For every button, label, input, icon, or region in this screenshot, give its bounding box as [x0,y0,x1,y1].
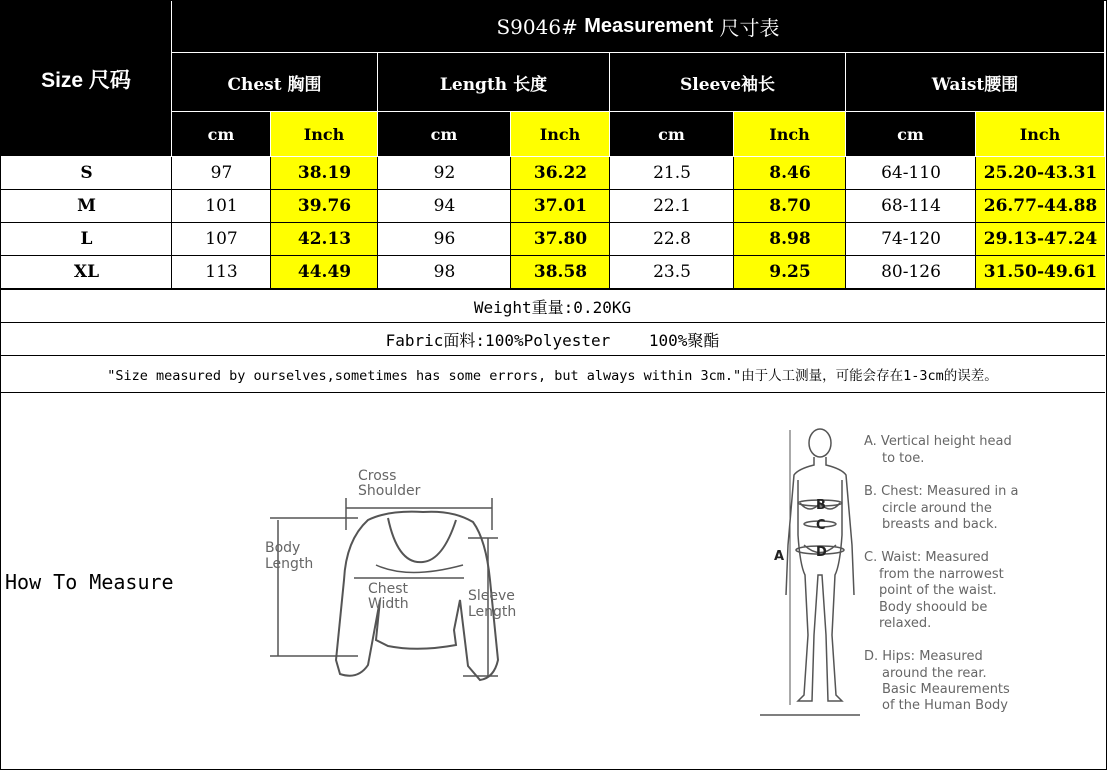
size-header-label: Size 尺码 [41,68,131,92]
inch-value-cell: 38.19 [271,157,378,189]
note-c-line-4: Body shoould be [879,600,988,615]
weight-text: Weight重量:0.20KG [473,297,632,317]
unit-cm-sleeve [610,112,733,156]
unit-label: Inch [539,124,581,144]
size-cell: L [80,229,93,249]
cm-value-cell: 68-114 [881,196,941,216]
unit-cm-waist [846,112,975,156]
unit-inch-sleeve [734,112,845,156]
inch-value-cell: 31.50-49.61 [976,256,1105,288]
cm-value-cell: 113 [205,262,238,282]
inch-value-cell: 36.22 [511,157,610,189]
column-header-waist [846,53,1104,111]
note-c-line-5: relaxed. [879,616,932,631]
inch-value-cell: 26.77-44.88 [976,190,1105,222]
chest-width-label-2: Width [368,596,409,612]
size-cell: XL [73,262,100,282]
unit-label: cm [897,124,924,144]
measurement-notes [860,428,1040,718]
weight-row [0,290,1105,322]
cm-value-cell: 23.5 [653,262,691,282]
cm-value-cell: 22.1 [653,196,691,216]
note-d-line-3: Basic Meaurements [882,682,1010,697]
note-text: "Size measured by ourselves,sometimes has some errors, but always within 3cm."由于人工测量，可能会存在1-3cm的误差。 [107,368,998,384]
body-length-label-1: Body [265,540,301,556]
marker-b: B [816,498,826,513]
column-header-waist-label: Waist腰围 [931,74,1019,95]
how-to-measure-label: How To Measure [5,570,174,594]
note-b-line-2: circle around the [882,501,992,516]
cm-value-cell: 74-120 [881,229,941,249]
inch-value-cell: 29.13-47.24 [976,223,1105,255]
unit-label: Inch [1019,124,1061,144]
marker-c: C [816,518,826,533]
note-a-line-2: to toe. [882,451,925,466]
column-header-length [378,53,609,111]
inch-value-cell: 38.58 [511,256,610,288]
inch-value-cell: 39.76 [271,190,378,222]
inch-value-cell: 8.46 [734,157,846,189]
unit-inch-length [511,112,609,156]
cm-value-cell: 80-126 [881,262,941,282]
unit-label: cm [207,124,235,144]
inch-value-cell: 8.98 [734,223,846,255]
note-b-line-1: B. Chest: Measured in a [864,484,1019,499]
column-header-chest [172,53,377,111]
body-length-label-2: Length [265,556,314,572]
cm-value-cell: 92 [433,163,456,183]
cm-value-cell: 96 [433,229,456,249]
sweater-measurement-diagram [258,460,528,690]
unit-label: Inch [769,124,810,144]
fabric-text: Fabric面料:100%Polyester 100%聚酯 [385,330,720,350]
note-a-line-1: A. Vertical height head [864,434,1012,449]
unit-cm-length [378,112,510,156]
chest-width-label-1: Chest [368,581,409,597]
cm-value-cell: 98 [433,262,456,282]
title-cell [172,1,1104,52]
sleeve-length-label-2: Length [468,604,517,620]
title-bold: Measurement [584,15,714,37]
column-header-sleeve-label: Sleeve袖长 [679,74,776,95]
inch-value-cell: 25.20-43.31 [976,157,1105,189]
unit-label: Inch [303,124,345,144]
inch-value-cell: 37.01 [511,190,610,222]
sweater-neckline [388,518,456,562]
column-header-length-label: Length 长度 [439,74,548,95]
marker-a: A [774,549,785,564]
note-row [0,356,1105,392]
unit-label: cm [658,124,685,144]
unit-inch-waist [976,112,1104,156]
unit-label: cm [430,124,458,144]
cross-shoulder-label-2: Shoulder [358,483,421,499]
column-header-sleeve [610,53,845,111]
note-b-line-3: breasts and back. [882,517,998,532]
note-d-line-4: of the Human Body [882,698,1008,713]
size-cell: S [80,163,93,183]
unit-cm-chest [172,112,270,156]
note-d-line-1: D. Hips: Measured [864,649,983,664]
cm-value-cell: 101 [205,196,238,216]
unit-inch-chest [271,112,377,156]
sleeve-length-label-1: Sleeve [468,588,515,604]
inch-value-cell: 42.13 [271,223,378,255]
cm-value-cell: 64-110 [881,163,941,183]
size-cell: M [77,196,96,216]
body-legs [798,480,842,701]
cm-value-cell: 22.8 [653,229,691,249]
inch-value-cell: 8.70 [734,190,846,222]
inch-value-cell: 37.80 [511,223,610,255]
marker-d: D [816,545,827,560]
inch-value-cell: 9.25 [734,256,846,288]
cross-shoulder-label-1: Cross [358,468,397,484]
cm-value-cell: 21.5 [653,163,691,183]
human-body-diagram [760,425,860,717]
body-head [809,429,831,457]
column-header-chest-label: Chest 胸围 [227,74,322,95]
title-code: S9046# [496,14,578,39]
note-c-line-3: point of the waist. [879,583,997,598]
note-d-line-2: around the rear. [882,666,987,681]
inch-value-cell: 44.49 [271,256,378,288]
title-cn: 尺寸表 [719,16,780,40]
note-c-line-2: from the narrowest [879,567,1004,582]
fabric-row [0,323,1105,355]
size-header-cell [1,1,171,156]
note-c-line-1: C. Waist: Measured [864,550,989,565]
cm-value-cell: 94 [433,196,456,216]
cm-value-cell: 97 [210,163,233,183]
cm-value-cell: 107 [205,229,238,249]
